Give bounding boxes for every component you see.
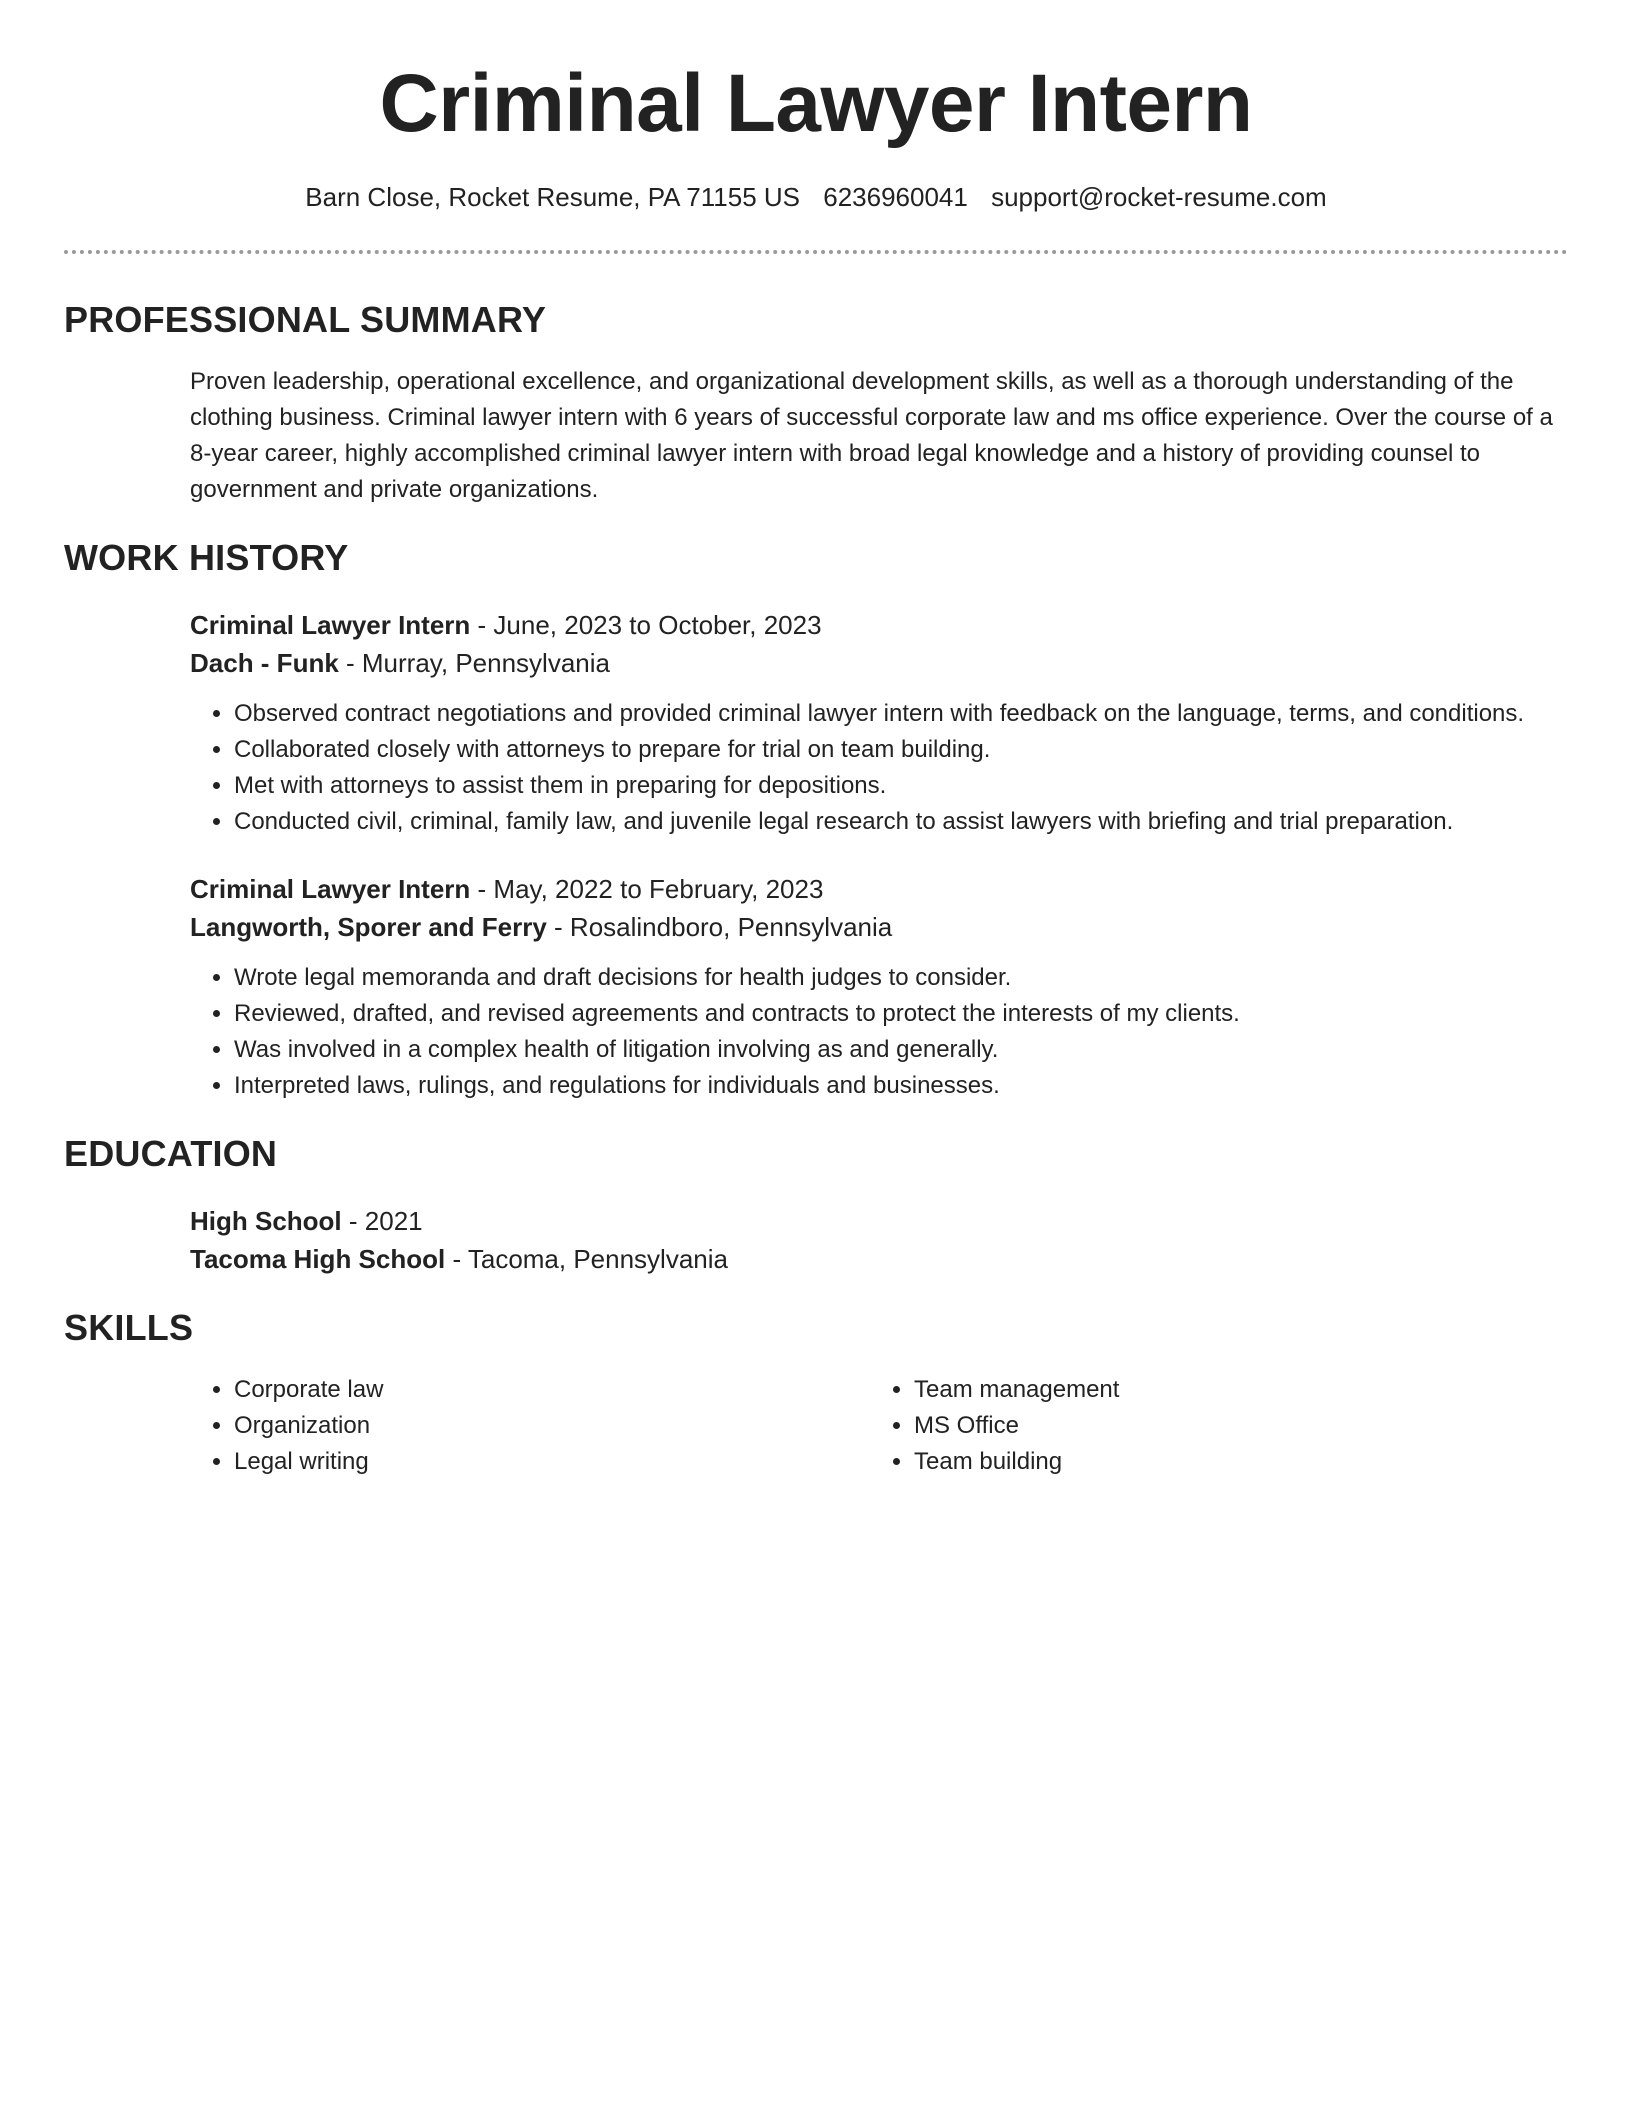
job-bullet: • Conducted civil, criminal, family law, and juvenile legal research to assist lawyers with briefing and trial preparation. xyxy=(234,804,1568,840)
skill-item: • Corporate law xyxy=(234,1372,870,1408)
work-history-section xyxy=(64,536,1568,1104)
skill-item: • Team management xyxy=(914,1372,1550,1408)
job-bullet: • Observed contract negotiations and provided criminal lawyer intern with feedback on the language, terms, and conditions. xyxy=(234,696,1568,732)
job-company-line xyxy=(190,908,1568,946)
skills-section xyxy=(64,1306,1568,1480)
education-section xyxy=(64,1132,1568,1278)
education-location: - Tacoma, Pennsylvania xyxy=(445,1244,728,1274)
skills-column-left xyxy=(190,1372,870,1480)
job-location: - Rosalindboro, Pennsylvania xyxy=(546,912,893,942)
job-entry xyxy=(190,870,1568,1104)
resume-header xyxy=(64,0,1568,254)
contact-address: Barn Close, Rocket Resume, PA 71155 US xyxy=(305,182,801,212)
job-bullet: • Collaborated closely with attorneys to prepare for trial on team building. xyxy=(234,732,1568,768)
job-bullets xyxy=(190,960,1568,1104)
skill-item: • Legal writing xyxy=(234,1444,870,1480)
job-role: Criminal Lawyer Intern xyxy=(190,610,471,640)
job-dates: - May, 2022 to February, 2023 xyxy=(470,874,824,904)
education-degree-line xyxy=(190,1202,1568,1240)
skills-list xyxy=(64,1372,1568,1480)
job-role: Criminal Lawyer Intern xyxy=(190,874,471,904)
job-entry xyxy=(190,606,1568,840)
job-bullet: • Interpreted laws, rulings, and regulations for individuals and businesses. xyxy=(234,1068,1568,1104)
skill-item: • MS Office xyxy=(914,1408,1550,1444)
skills-title: SKILLS xyxy=(64,1307,194,1348)
job-bullet: • Met with attorneys to assist them in preparing for depositions. xyxy=(234,768,1568,804)
job-company: Langworth, Sporer and Ferry xyxy=(190,912,547,942)
header-divider xyxy=(64,250,1568,254)
summary-text: Proven leadership, operational excellence, and organizational development skills, as well as a thorough understanding of the clothing business. Criminal lawyer intern with 6 years of successful corporate law and ms office experience. Over the course of a 8-year career, highly accomplished criminal lawyer intern with broad legal knowledge and a history of providing counsel to government and private organizations. xyxy=(190,368,1553,503)
contact-email: support@rocket-resume.com xyxy=(991,182,1327,212)
candidate-name: Criminal Lawyer Intern xyxy=(379,58,1253,149)
contact-phone: 6236960041 xyxy=(823,182,968,212)
education-school-line xyxy=(190,1240,1568,1278)
skill-item: • Team building xyxy=(914,1444,1550,1480)
job-dates: - June, 2023 to October, 2023 xyxy=(470,610,822,640)
skills-column-right xyxy=(870,1372,1550,1480)
job-company: Dach - Funk xyxy=(190,648,339,678)
job-location: - Murray, Pennsylvania xyxy=(338,648,610,678)
education-school: Tacoma High School xyxy=(190,1244,446,1274)
job-bullets xyxy=(190,696,1568,840)
work-history-title: WORK HISTORY xyxy=(64,537,349,578)
summary-title: PROFESSIONAL SUMMARY xyxy=(64,299,547,340)
education-year: - 2021 xyxy=(341,1206,423,1236)
job-bullet: • Was involved in a complex health of litigation involving as and generally. xyxy=(234,1032,1568,1068)
job-company-line xyxy=(190,644,1568,682)
education-degree: High School xyxy=(190,1206,342,1236)
job-bullet: • Wrote legal memoranda and draft decisions for health judges to consider. xyxy=(234,960,1568,996)
education-title: EDUCATION xyxy=(64,1133,278,1174)
contact-line xyxy=(64,180,1568,214)
job-bullet: • Reviewed, drafted, and revised agreements and contracts to protect the interests of my clients. xyxy=(234,996,1568,1032)
job-role-line xyxy=(190,606,1568,644)
summary-section xyxy=(64,298,1568,508)
job-role-line xyxy=(190,870,1568,908)
skill-item: • Organization xyxy=(234,1408,870,1444)
